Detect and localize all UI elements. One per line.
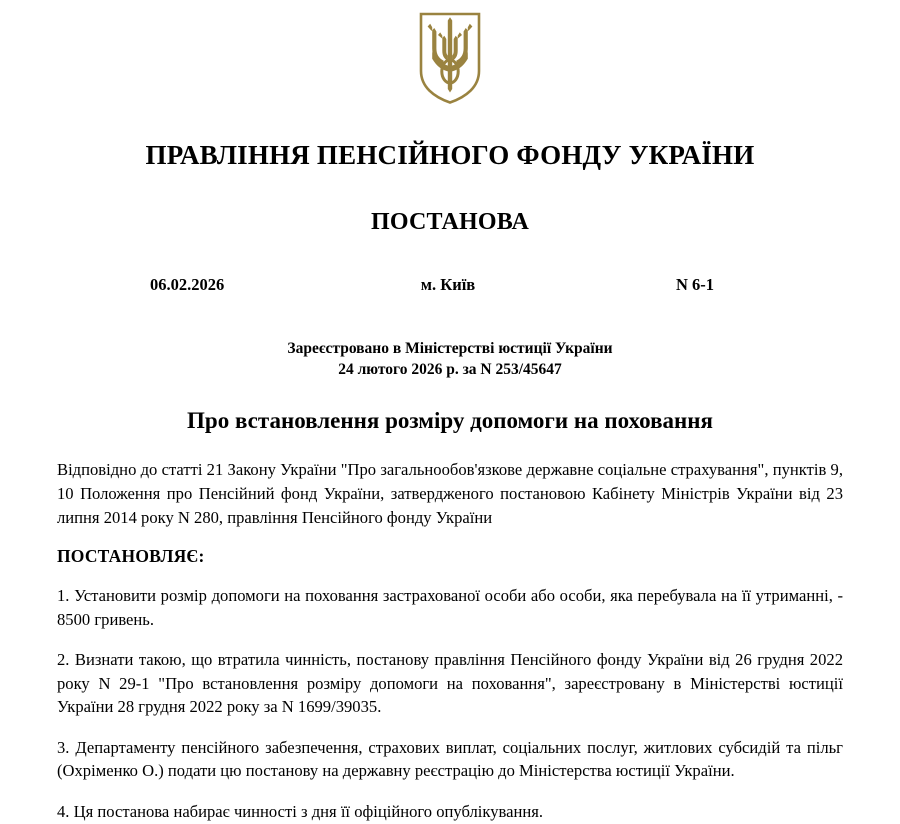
registration-line-2: 24 лютого 2026 р. за N 253/45647 — [338, 360, 562, 378]
document-subject-heading: Про встановлення розміру допомоги на поховання — [187, 407, 713, 433]
ukraine-trident-coat-of-arms-icon — [418, 11, 482, 105]
preamble-paragraph: Відповідно до статті 21 Закону України "Про загальнообов'язкове державне соціальне страхування", пунктів 9, 10 Положення про Пенсійний фонд України, затвердженого постановою Кабінету Міністрів України від 23 липня 2014 року N 280, правління Пенсійного фонду України — [57, 460, 843, 527]
document-city: м. Київ — [420, 275, 476, 295]
document-meta-row — [0, 275, 900, 297]
document-body — [57, 458, 843, 823]
enacting-clause: ПОСТАНОВЛЯЄ: — [57, 546, 205, 567]
document-type-heading: ПОСТАНОВА — [370, 208, 530, 235]
document-number: N 6-1 — [676, 275, 715, 295]
clause-item-4: 4. Ця постанова набирає чинності з дня її офіційного опублікування. — [57, 802, 544, 822]
organization-title: ПРАВЛІННЯ ПЕНСІЙНОГО ФОНДУ УКРАЇНИ — [145, 140, 755, 170]
clause-item-2: 2. Визнати такою, що втратила чинність, постанову правління Пенсійного фонду України від 26 грудня 2022 року N 29-1 "Про встановлення розміру допомоги на поховання", зареєстровану в Міністерстві юстиції України 28 грудня 2022 року за N 1699/39035. — [57, 650, 843, 717]
document-date: 06.02.2026 — [150, 275, 225, 295]
clause-item-3: 3. Департаменту пенсійного забезпечення, страхових виплат, соціальних послуг, житлових субсидій та пільг (Охріменко О.) подати цю постанову на державну реєстрацію до Міністерства юстиції України. — [57, 737, 843, 781]
registration-line-1: Зареєстровано в Міністерстві юстиції України — [287, 340, 613, 358]
coat-of-arms-container — [0, 0, 900, 105]
clause-item-1: 1. Установити розмір допомоги на поховання застрахованої особи або особи, яка перебувала на її утриманні, - 8500 гривень. — [57, 586, 843, 629]
registration-block — [0, 339, 900, 380]
